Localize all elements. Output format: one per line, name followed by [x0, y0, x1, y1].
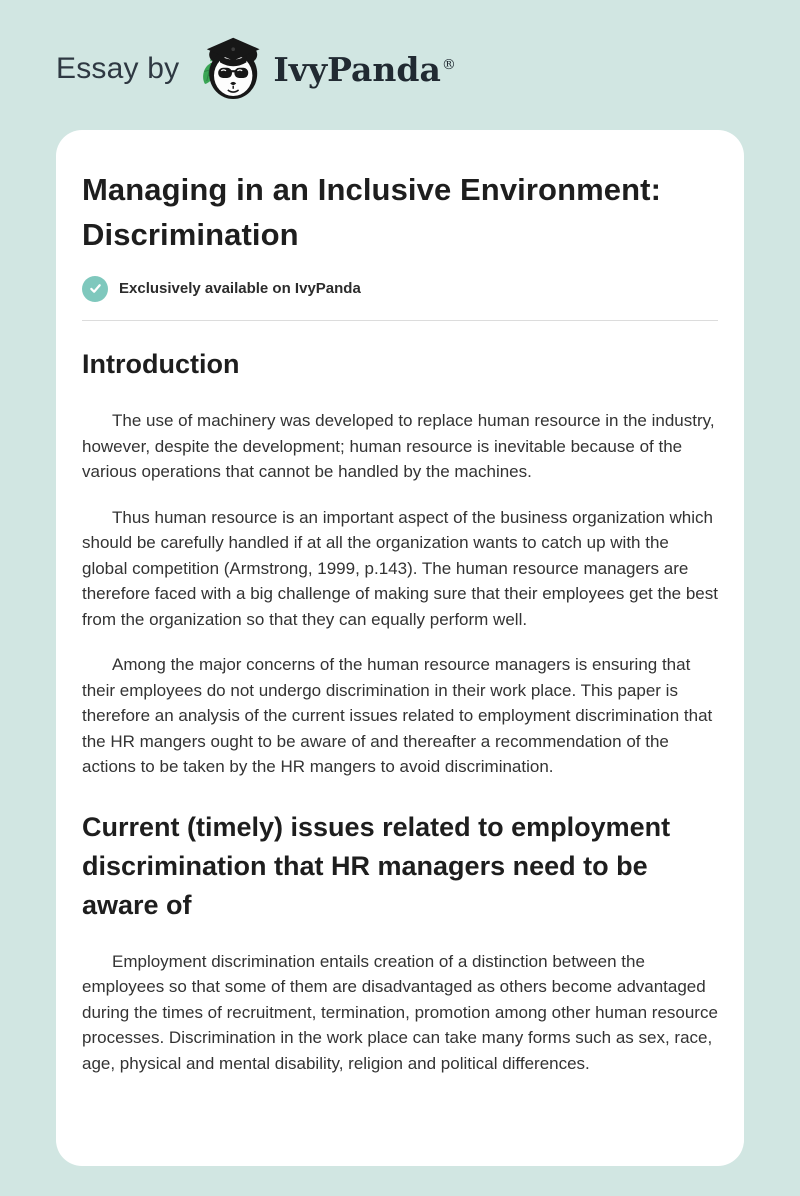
section-heading-current-issues: Current (timely) issues related to employment discrimination that HR managers need to be aware of: [82, 811, 671, 920]
panda-graduate-icon: [193, 33, 265, 105]
badge-label: Exclusively available on IvyPanda: [119, 280, 361, 298]
essay-card: [56, 130, 744, 1166]
check-icon: [82, 276, 108, 302]
page-title: Managing in an Inclusive Environment: Discrimination: [82, 172, 662, 252]
essay-by-label: Essay by: [56, 52, 180, 85]
divider: [82, 320, 718, 321]
paragraph: Among the major concerns of the human resource managers is ensuring that their employees do not undergo discrimination in their work place. This paper is therefore an analysis of the current issues related to employment discrimination that the HR mangers ought to be aware of and thereafter a recommendation of the actions to be taken by the HR mangers to avoid discrimination.: [82, 655, 713, 777]
section-heading-introduction: Introduction: [82, 348, 240, 379]
registered-mark: ®: [441, 56, 456, 73]
paragraph: Employment discrimination entails creation of a distinction between the employees so that some of them are disadvantaged as others become advantaged during the times of recruitment, termination, promotion among other human resource processes. Discrimination in the work place can take many forms such as sex, race, age, physical and mental disability, religion and political differences.: [82, 951, 718, 1073]
ivypanda-logo-link[interactable]: [193, 33, 456, 105]
site-header: [0, 0, 800, 130]
paragraph: Thus human resource is an important aspect of the business organization which should be carefully handled if at all the organization wants to catch up with the global competition (Armstrong, 1999, p.143). The human resource managers are therefore faced with a big challenge of making sure that their employees get the best from the organization so that they can equally perform well.: [82, 507, 718, 629]
paragraph: The use of machinery was developed to replace human resource in the industry, however, despite the development; human resource is inevitable because of the various operations that cannot be handled by the machines.: [82, 411, 715, 482]
exclusive-badge: [82, 276, 718, 302]
brand-wordmark: IvyPanda®: [273, 49, 456, 89]
